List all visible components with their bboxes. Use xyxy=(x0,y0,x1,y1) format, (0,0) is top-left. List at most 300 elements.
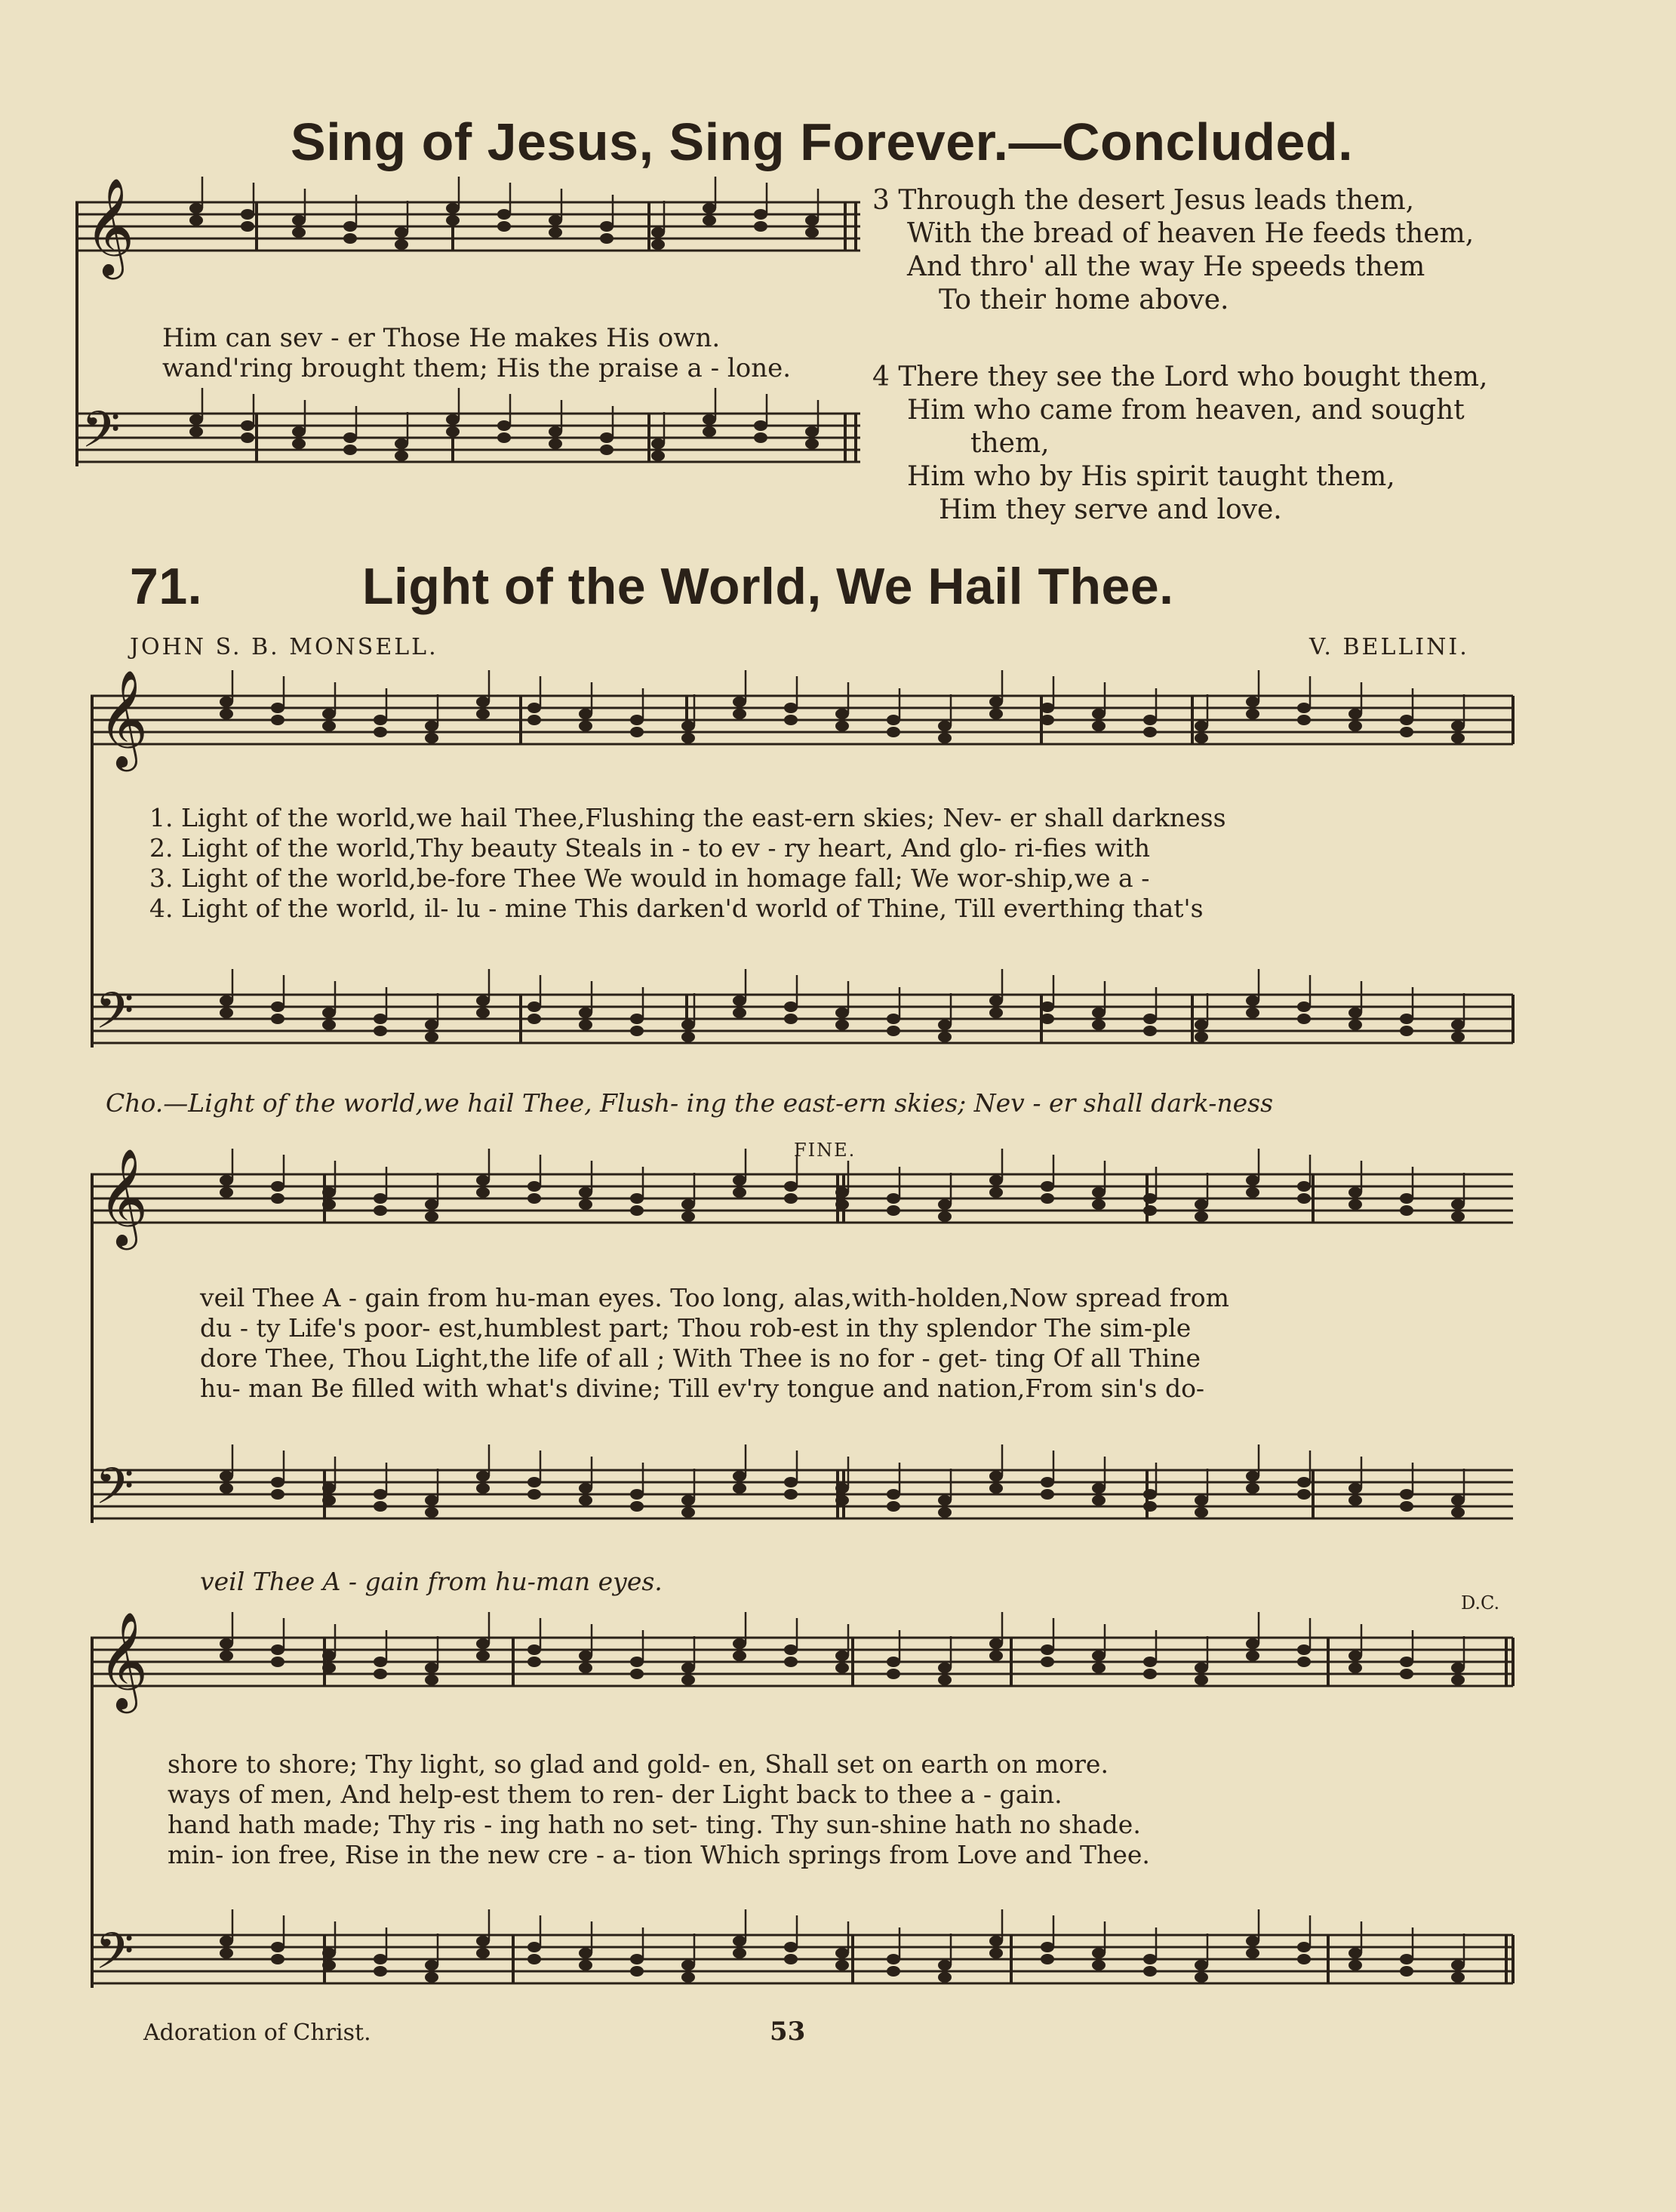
notehead xyxy=(938,1960,952,1970)
notehead xyxy=(322,1008,336,1018)
notehead xyxy=(1297,1001,1311,1012)
notehead xyxy=(938,1020,952,1030)
notehead xyxy=(1195,1199,1208,1210)
notehead xyxy=(1297,715,1311,725)
notehead xyxy=(733,995,746,1006)
notehead xyxy=(322,1651,336,1661)
lyric-line: 4. Light of the world, il- lu - mine This darken'd world of Thine, Till everthing that's xyxy=(149,894,1204,923)
bass-clef-icon: 𝄢 xyxy=(95,982,134,1052)
composer: V. BELLINI. xyxy=(1309,634,1469,660)
treble-clef-icon: 𝄞 xyxy=(98,669,149,768)
fine-marking: FINE. xyxy=(794,1140,856,1161)
notehead xyxy=(1451,1960,1465,1970)
notehead xyxy=(527,1954,541,1964)
notehead xyxy=(1348,1948,1362,1958)
notehead xyxy=(1297,1181,1311,1192)
notehead xyxy=(938,721,952,731)
notehead xyxy=(1041,1001,1054,1012)
notehead xyxy=(322,1020,336,1030)
stanza-line: 3 Through the desert Jesus leads them, xyxy=(872,185,1415,216)
notehead xyxy=(784,1477,798,1487)
notehead xyxy=(630,1489,644,1500)
notehead xyxy=(1297,703,1311,713)
notehead xyxy=(476,1651,490,1661)
notehead xyxy=(681,1495,695,1506)
notehead xyxy=(497,209,511,220)
notehead xyxy=(579,1187,592,1198)
notehead xyxy=(1348,1199,1362,1210)
notehead xyxy=(1451,1675,1465,1685)
notehead xyxy=(1041,1489,1054,1500)
notehead xyxy=(1451,721,1465,731)
notehead xyxy=(1041,1181,1054,1192)
notehead xyxy=(1348,1651,1362,1661)
notehead xyxy=(1297,1657,1311,1667)
notehead xyxy=(425,1960,438,1970)
notehead xyxy=(579,1008,592,1018)
notehead xyxy=(1348,1663,1362,1673)
notehead xyxy=(835,1187,849,1198)
stanza-line: And thro' all the way He speeds them xyxy=(907,251,1425,282)
notehead xyxy=(1348,709,1362,719)
notehead xyxy=(527,1001,541,1012)
notehead xyxy=(579,1960,592,1970)
bass-clef-icon: 𝄢 xyxy=(95,1457,134,1527)
notehead xyxy=(989,995,1003,1006)
notehead xyxy=(681,1675,695,1685)
notehead xyxy=(630,1966,644,1977)
notehead xyxy=(446,414,460,425)
notehead xyxy=(1297,1193,1311,1204)
notehead xyxy=(887,1954,900,1964)
notehead xyxy=(784,1489,798,1500)
notehead xyxy=(476,1471,490,1481)
notehead xyxy=(630,727,644,737)
notehead xyxy=(292,215,306,226)
notehead xyxy=(887,1669,900,1679)
treble-clef-icon: 𝄞 xyxy=(98,1148,149,1246)
notehead xyxy=(425,1032,438,1042)
notehead xyxy=(322,1199,336,1210)
notehead xyxy=(1451,1211,1465,1222)
notehead xyxy=(1246,1936,1259,1946)
notehead xyxy=(1246,1948,1259,1958)
notehead xyxy=(989,1638,1003,1649)
notehead xyxy=(754,221,767,232)
notehead xyxy=(1451,1020,1465,1030)
notehead xyxy=(271,1014,284,1024)
lyric-line: 1. Light of the world,we hail Thee,Flushing the east-ern skies; Nev- er shall darkness xyxy=(149,803,1226,832)
notehead xyxy=(425,721,438,731)
notehead xyxy=(1400,727,1413,737)
notehead xyxy=(549,215,562,226)
notehead xyxy=(600,221,614,232)
notehead xyxy=(1092,1960,1106,1970)
notehead xyxy=(938,1972,952,1983)
chorus-lyric-1: Cho.—Light of the world,we hail Thee, Flush- ing the east-ern skies; Nev - er shall dark-ness xyxy=(106,1088,1274,1118)
notehead xyxy=(1195,1020,1208,1030)
notehead xyxy=(374,1193,387,1204)
notehead xyxy=(476,1008,490,1018)
lyric-line: du - ty Life's poor- est,humblest part; Thou rob-est in thy splendor The sim-ple xyxy=(200,1313,1192,1343)
notehead xyxy=(1092,721,1106,731)
notehead xyxy=(835,1948,849,1958)
treble-clef-icon: 𝄞 xyxy=(98,1611,149,1709)
notehead xyxy=(630,1669,644,1679)
chorus-lyric-2: veil Thee A - gain from hu-man eyes. xyxy=(200,1567,663,1596)
notehead xyxy=(527,703,541,713)
notehead xyxy=(549,438,562,449)
notehead xyxy=(220,1175,233,1186)
notehead xyxy=(1041,1942,1054,1952)
notehead xyxy=(322,1948,336,1958)
notehead xyxy=(681,1507,695,1518)
notehead xyxy=(322,1187,336,1198)
stanza-line: them, xyxy=(970,428,1050,459)
notehead xyxy=(600,432,614,443)
notehead xyxy=(1092,1948,1106,1958)
notehead xyxy=(1195,1663,1208,1673)
lyric-line: min- ion free, Rise in the new cre - a- tion Which springs from Love and Thee. xyxy=(168,1840,1150,1869)
notehead xyxy=(630,1501,644,1512)
notehead xyxy=(271,703,284,713)
notehead xyxy=(938,1032,952,1042)
notehead xyxy=(1195,721,1208,731)
notehead xyxy=(784,1657,798,1667)
notehead xyxy=(887,1026,900,1036)
notehead xyxy=(425,1972,438,1983)
notehead xyxy=(805,426,819,437)
lyric-line: ways of men, And help-est them to ren- der Light back to thee a - gain. xyxy=(168,1780,1062,1809)
notehead xyxy=(220,709,233,719)
notehead xyxy=(271,1644,284,1655)
notehead xyxy=(271,1001,284,1012)
notehead xyxy=(1451,733,1465,743)
notehead xyxy=(835,1483,849,1494)
notehead xyxy=(784,1193,798,1204)
notehead xyxy=(374,727,387,737)
notehead xyxy=(241,221,254,232)
notehead xyxy=(497,420,511,431)
notehead xyxy=(241,209,254,220)
notehead xyxy=(989,1948,1003,1958)
notehead xyxy=(1451,1507,1465,1518)
notehead xyxy=(1400,1026,1413,1036)
notehead xyxy=(425,1675,438,1685)
bass-clef-icon: 𝄢 xyxy=(81,401,121,471)
notehead xyxy=(220,1936,233,1946)
notehead xyxy=(651,451,665,461)
notehead xyxy=(630,1954,644,1964)
notehead xyxy=(733,709,746,719)
notehead xyxy=(835,1199,849,1210)
notehead xyxy=(1092,1187,1106,1198)
notehead xyxy=(1041,1193,1054,1204)
notehead xyxy=(476,1187,490,1198)
notehead xyxy=(579,1663,592,1673)
notehead xyxy=(1143,1014,1157,1024)
notehead xyxy=(527,1644,541,1655)
author: JOHN S. B. MONSELL. xyxy=(130,634,438,660)
notehead xyxy=(579,1483,592,1494)
notehead xyxy=(220,995,233,1006)
notehead xyxy=(579,1651,592,1661)
notehead xyxy=(527,1942,541,1952)
notehead xyxy=(1400,1966,1413,1977)
notehead xyxy=(989,697,1003,707)
notehead xyxy=(989,1008,1003,1018)
notehead xyxy=(1143,1205,1157,1216)
notehead xyxy=(1041,715,1054,725)
notehead xyxy=(241,420,254,431)
notehead xyxy=(476,709,490,719)
stanza-line: Him they serve and love. xyxy=(939,494,1282,525)
notehead xyxy=(322,721,336,731)
lyric-line: veil Thee A - gain from hu-man eyes. Too long, alas,with-holden,Now spread from xyxy=(200,1283,1229,1312)
notehead xyxy=(1195,1507,1208,1518)
notehead xyxy=(395,227,408,238)
lyric-line: hand hath made; Thy ris - ing hath no set- ting. Thy sun-shine hath no shade. xyxy=(168,1810,1141,1839)
notehead xyxy=(1041,1657,1054,1667)
notehead xyxy=(1092,709,1106,719)
notehead xyxy=(1246,1638,1259,1649)
notehead xyxy=(241,432,254,443)
notehead xyxy=(189,203,203,214)
notehead xyxy=(887,1014,900,1024)
notehead xyxy=(887,727,900,737)
notehead xyxy=(733,1483,746,1494)
notehead xyxy=(1348,1960,1362,1970)
notehead xyxy=(887,715,900,725)
notehead xyxy=(1143,1193,1157,1204)
notehead xyxy=(497,221,511,232)
notehead xyxy=(989,1483,1003,1494)
notehead xyxy=(989,1651,1003,1661)
notehead xyxy=(1451,1663,1465,1673)
lyric-line: dore Thee, Thou Light,the life of all ; With Thee is no for - get- ting Of all Thine xyxy=(200,1343,1201,1373)
notehead xyxy=(938,1663,952,1673)
notehead xyxy=(1195,1495,1208,1506)
notehead xyxy=(681,1972,695,1983)
notehead xyxy=(703,426,716,437)
notehead xyxy=(579,709,592,719)
notehead xyxy=(1348,721,1362,731)
notehead xyxy=(630,1205,644,1216)
notehead xyxy=(1143,1501,1157,1512)
notehead xyxy=(835,1495,849,1506)
notehead xyxy=(549,426,562,437)
notehead xyxy=(630,1014,644,1024)
notehead xyxy=(476,1936,490,1946)
notehead xyxy=(784,703,798,713)
notehead xyxy=(425,1507,438,1518)
notehead xyxy=(1195,733,1208,743)
notehead xyxy=(1348,1008,1362,1018)
notehead xyxy=(1195,1032,1208,1042)
notehead xyxy=(271,1954,284,1964)
notehead xyxy=(374,1501,387,1512)
notehead xyxy=(651,227,665,238)
notehead xyxy=(1451,1032,1465,1042)
notehead xyxy=(549,227,562,238)
stanza-line: Him who came from heaven, and sought xyxy=(907,395,1465,426)
notehead xyxy=(527,1657,541,1667)
notehead xyxy=(784,1644,798,1655)
stanza-line: To their home above. xyxy=(939,285,1229,315)
lyric-line: hu- man Be filled with what's divine; Till ev'ry tongue and nation,From sin's do- xyxy=(200,1374,1205,1403)
notehead xyxy=(1297,1942,1311,1952)
notehead xyxy=(681,1032,695,1042)
notehead xyxy=(887,1501,900,1512)
notehead xyxy=(1246,1187,1259,1198)
notehead xyxy=(220,1008,233,1018)
notehead xyxy=(835,721,849,731)
notehead xyxy=(395,438,408,449)
notehead xyxy=(374,1014,387,1024)
notehead xyxy=(938,1507,952,1518)
notehead xyxy=(374,1026,387,1036)
notehead xyxy=(784,715,798,725)
notehead xyxy=(1400,1205,1413,1216)
notehead xyxy=(1246,697,1259,707)
notehead xyxy=(835,1020,849,1030)
notehead xyxy=(1400,1489,1413,1500)
notehead xyxy=(1297,1489,1311,1500)
notehead xyxy=(579,721,592,731)
notehead xyxy=(322,1960,336,1970)
notehead xyxy=(835,1651,849,1661)
notehead xyxy=(1297,1014,1311,1024)
notehead xyxy=(1297,1644,1311,1655)
notehead xyxy=(784,1001,798,1012)
notehead xyxy=(220,697,233,707)
notehead xyxy=(733,1471,746,1481)
notehead xyxy=(292,227,306,238)
notehead xyxy=(1143,1954,1157,1964)
notehead xyxy=(374,715,387,725)
notehead xyxy=(189,426,203,437)
notehead xyxy=(579,1948,592,1958)
notehead xyxy=(425,1211,438,1222)
notehead xyxy=(681,733,695,743)
notehead xyxy=(374,1669,387,1679)
notehead xyxy=(476,1638,490,1649)
notehead xyxy=(271,1657,284,1667)
notehead xyxy=(784,1954,798,1964)
notehead xyxy=(322,1495,336,1506)
notehead xyxy=(989,1936,1003,1946)
notehead xyxy=(835,1008,849,1018)
notehead xyxy=(446,215,460,226)
notehead xyxy=(1246,709,1259,719)
notehead xyxy=(1400,715,1413,725)
notehead xyxy=(989,1187,1003,1198)
notehead xyxy=(630,1026,644,1036)
notehead xyxy=(1348,1020,1362,1030)
stanza-line: 4 There they see the Lord who bought them, xyxy=(872,361,1488,392)
notehead xyxy=(1195,1972,1208,1983)
notehead xyxy=(733,1187,746,1198)
notehead xyxy=(322,1483,336,1494)
notehead xyxy=(1143,1669,1157,1679)
notehead xyxy=(271,1193,284,1204)
lyric-line: Him can sev - er Those He makes His own. xyxy=(162,323,721,353)
notehead xyxy=(1400,1193,1413,1204)
notehead xyxy=(1400,1657,1413,1667)
notehead xyxy=(395,451,408,461)
section-title: Sing of Jesus, Sing Forever.—Concluded. xyxy=(291,112,1354,171)
notehead xyxy=(733,697,746,707)
notehead xyxy=(681,1199,695,1210)
notehead xyxy=(938,1211,952,1222)
notehead xyxy=(1297,1954,1311,1964)
notehead xyxy=(630,1657,644,1667)
notehead xyxy=(1092,1495,1106,1506)
notehead xyxy=(1451,1495,1465,1506)
notehead xyxy=(292,426,306,437)
notehead xyxy=(1041,1477,1054,1487)
notehead xyxy=(733,1948,746,1958)
notehead xyxy=(343,233,357,244)
notehead xyxy=(1143,1489,1157,1500)
notehead xyxy=(1143,1657,1157,1667)
notehead xyxy=(271,1477,284,1487)
notehead xyxy=(220,1483,233,1494)
notehead xyxy=(1451,1199,1465,1210)
notehead xyxy=(322,1663,336,1673)
notehead xyxy=(1143,1966,1157,1977)
notehead xyxy=(1041,1014,1054,1024)
notehead xyxy=(1092,1663,1106,1673)
notehead xyxy=(887,1489,900,1500)
treble-clef-icon: 𝄞 xyxy=(85,177,135,275)
notehead xyxy=(446,203,460,214)
notehead xyxy=(220,1651,233,1661)
notehead xyxy=(887,1205,900,1216)
notehead xyxy=(1143,727,1157,737)
lyric-line: 3. Light of the world,be-fore Thee We would in homage fall; We wor-ship,we a - xyxy=(149,863,1150,893)
notehead xyxy=(630,1193,644,1204)
notehead xyxy=(1143,715,1157,725)
lyric-line: 2. Light of the world,Thy beauty Steals in - to ev - ry heart, And glo- ri-fies with xyxy=(149,833,1151,863)
notehead xyxy=(527,715,541,725)
notehead xyxy=(1092,1008,1106,1018)
notehead xyxy=(887,1657,900,1667)
notehead xyxy=(681,721,695,731)
notehead xyxy=(1195,1675,1208,1685)
notehead xyxy=(1451,1972,1465,1983)
notehead xyxy=(1041,703,1054,713)
notehead xyxy=(271,1489,284,1500)
notehead xyxy=(374,1205,387,1216)
notehead xyxy=(476,995,490,1006)
notehead xyxy=(1041,1644,1054,1655)
notehead xyxy=(1348,1187,1362,1198)
notehead xyxy=(425,1495,438,1506)
notehead xyxy=(476,697,490,707)
notehead xyxy=(1297,1477,1311,1487)
bass-clef-icon: 𝄢 xyxy=(95,1922,134,1992)
lyric-line: wand'ring brought them; His the praise a - lone. xyxy=(162,353,792,383)
notehead xyxy=(835,1960,849,1970)
notehead xyxy=(343,445,357,455)
notehead xyxy=(938,733,952,743)
notehead xyxy=(1400,1501,1413,1512)
notehead xyxy=(733,1008,746,1018)
notehead xyxy=(733,1638,746,1649)
notehead xyxy=(425,1663,438,1673)
notehead xyxy=(989,1471,1003,1481)
